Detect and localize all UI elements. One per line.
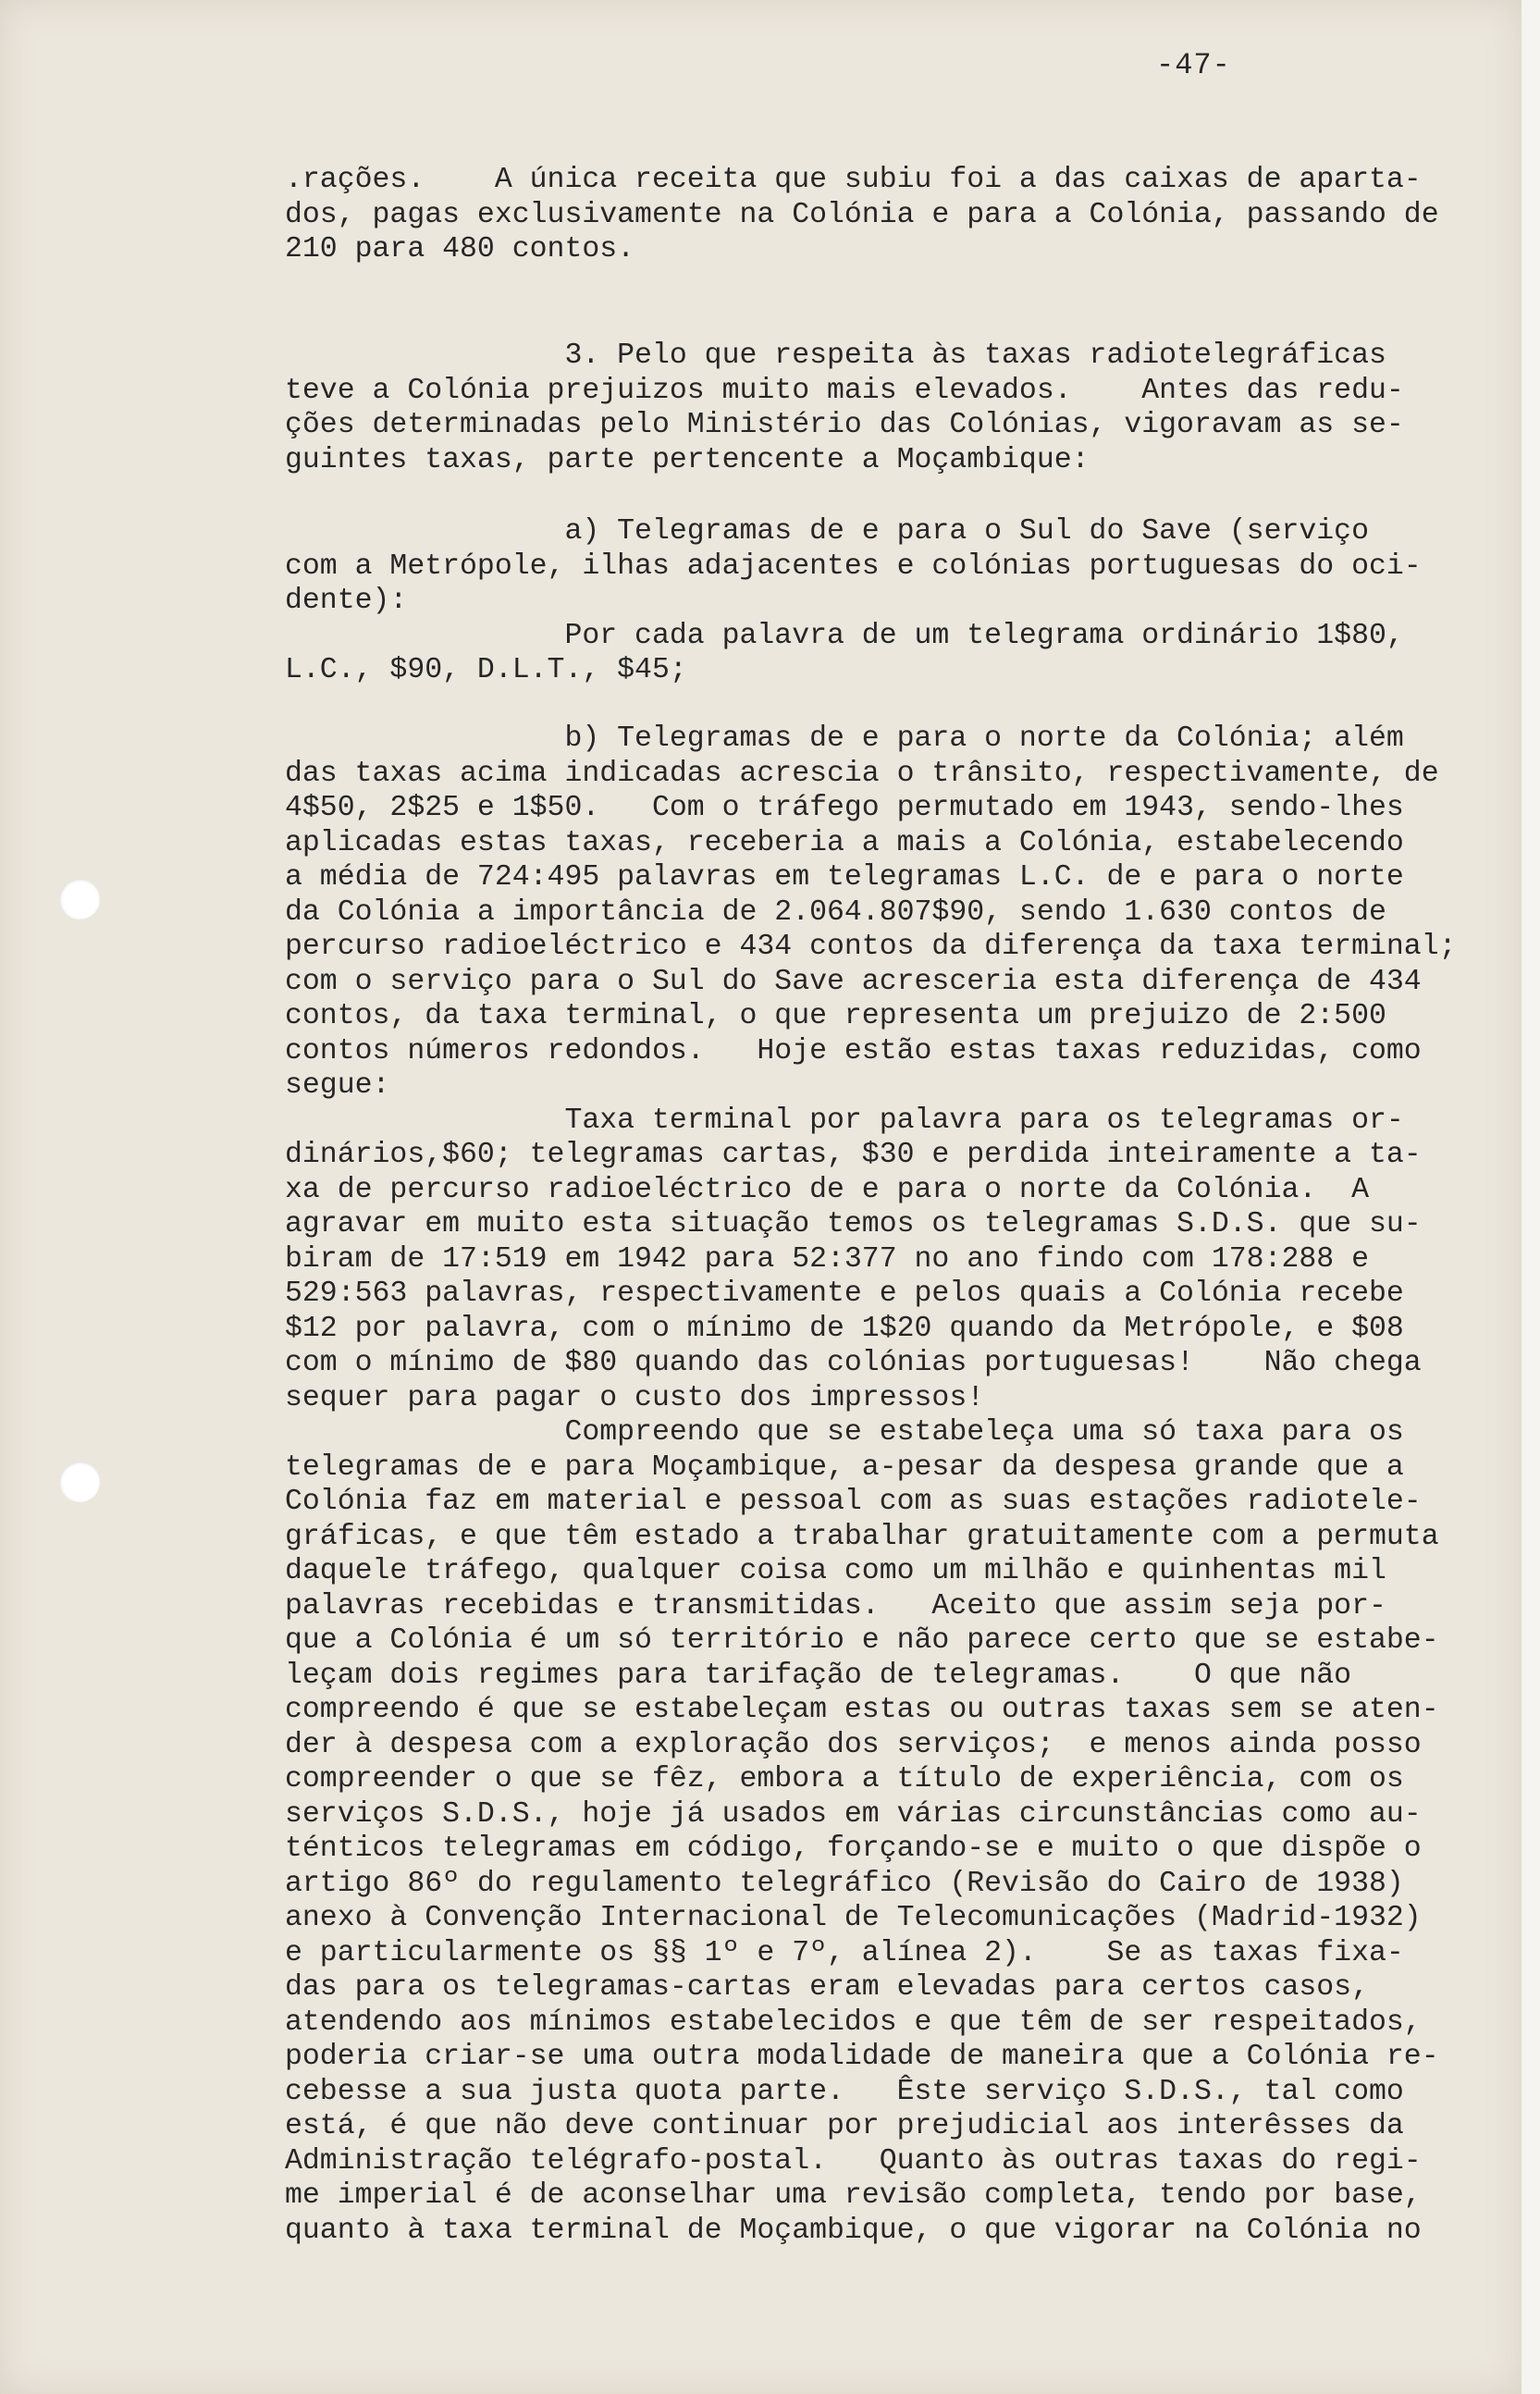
text-line: compreender o que se fêz, embora a título de experiência, com os [285,1763,1404,1796]
text-line: xa de percurso radioeléctrico de e para o norte da Colónia. A [285,1173,1369,1206]
text-line: das taxas acima indicadas acrescia o trânsito, respectivamente, de [285,757,1439,790]
text-line: 4$50, 2$25 e 1$50. Com o tráfego permutado em 1943, sendo-lhes [285,792,1404,824]
text-line: 529:563 palavras, respectivamente e pelos quais a Colónia recebe [285,1277,1404,1310]
text-line: dinários,$60; telegramas cartas, $30 e perdida inteiramente a ta- [285,1139,1422,1171]
text-line: Por cada palavra de um telegrama ordinário 1$80, [285,619,1404,652]
text-line: daquele tráfego, qualquer coisa como um milhão e quinhentas mil [285,1555,1386,1587]
text-line: aplicadas estas taxas, receberia a mais a Colónia, estabelecendo [285,826,1404,859]
text-line: leçam dois regimes para tarifação de telegramas. O que não [285,1659,1352,1692]
text-line: ténticos telegramas em código, forçando-se e muito o que dispõe o [285,1833,1422,1865]
text-line: ções determinadas pelo Ministério das Colónias, vigoravam as se- [285,409,1404,441]
text-line: $12 por palavra, com o mínimo de 1$20 quando da Metrópole, e $08 [285,1312,1404,1345]
text-line: agravar em muito esta situação temos os telegramas S.D.S. que su- [285,1208,1422,1240]
text-line: Colónia faz em material e pessoal com as suas estações radiotele- [285,1486,1422,1518]
text-line: compreendo é que se estabeleçam estas ou outras taxas sem se aten- [285,1694,1439,1726]
text-line: a) Telegramas de e para o Sul do Save (serviço [285,515,1369,548]
text-line: me imperial é de aconselhar uma revisão completa, tendo por base, [285,2179,1422,2212]
text-line: 3. Pelo que respeita às taxas radiotelegráficas [285,339,1386,372]
text-line: com o serviço para o Sul do Save acresceria esta diferença de 434 [285,965,1422,998]
text-line: da Colónia a importância de 2.064.807$90, sendo 1.630 contos de [285,895,1386,929]
text-line: teve a Colónia prejuizos muito mais elevados. Antes das redu- [285,374,1404,407]
paragraph-caixas-apartados [285,163,1506,267]
text-line: Administração telégrafo-postal. Quanto às outras taxas do regi- [285,2144,1422,2178]
text-line: .rações. A única receita que subiu foi a das caixas de aparta- [285,164,1422,196]
text-line: poderia criar-se uma outra modalidade de maneira que a Colónia re- [285,2041,1439,2073]
page-number: -47- [1156,48,1231,82]
text-line: cebesse a sua justa quota parte. Êste serviço S.D.S., tal como [285,2075,1404,2108]
text-line: b) Telegramas de e para o norte da Colónia; além [285,722,1404,755]
text-line: serviços S.D.S., hoje já usados em várias circunstâncias como au- [285,1797,1422,1831]
paragraph-taxas-radiotelegraficas [285,339,1506,477]
text-line: das para os telegramas-cartas eram elevadas para certos casos, [285,1971,1369,2004]
text-line: L.C., $90, D.L.T., $45; [285,654,687,686]
paragraph-telegramas-sul-save [285,514,1506,688]
text-line: Taxa terminal por palavra para os telegramas or- [285,1104,1404,1137]
text-line: telegramas de e para Moçambique, a-pesar da despesa grande que a [285,1450,1404,1484]
text-line: a média de 724:495 palavras em telegramas L.C. de e para o norte [285,861,1404,894]
text-line: palavras recebidas e transmitidas. Aceito que assim seja por- [285,1589,1386,1623]
text-line: com o mínimo de $80 quando das colónias portuguesas! Não chega [285,1347,1422,1379]
scan-edge [1522,0,1540,2394]
punch-hole-lower [59,1462,100,1502]
text-line: contos números redondos. Hoje estão estas taxas reduzidas, como [285,1034,1422,1067]
text-line: percurso radioeléctrico e 434 contos da diferença da taxa terminal; [285,931,1457,963]
text-line: dos, pagas exclusivamente na Colónia e para a Colónia, passando de [285,198,1439,231]
text-line: anexo à Convenção Internacional de Telecomunicações (Madrid-1932) [285,1902,1422,1934]
text-line: sequer para pagar o custo dos impressos! [285,1381,985,1414]
text-line: artigo 86º do regulamento telegráfico (Revisão do Cairo de 1938) [285,1867,1404,1900]
punch-hole-upper [59,879,100,919]
text-line: gráficas, e que têm estado a trabalhar gratuitamente com a permuta [285,1520,1439,1553]
text-line: e particularmente os §§ 1º e 7º, alínea 2). Se as taxas fixa- [285,1936,1404,1969]
text-line: Compreendo que se estabeleça uma só taxa para os [285,1416,1404,1449]
text-line: quanto à taxa terminal de Moçambique, o que vigorar na Colónia no [285,2214,1422,2247]
text-line: que a Colónia é um só território e não parece certo que se estabe- [285,1624,1439,1657]
text-line: atendendo aos mínimos estabelecidos e que têm de ser respeitados, [285,2005,1422,2039]
text-line: guintes taxas, parte pertencente a Moçambique: [285,443,1090,476]
text-line: segue: [285,1069,390,1102]
text-line: com a Metrópole, ilhas adajacentes e colónias portuguesas do oci- [285,549,1422,583]
text-line: biram de 17:519 em 1942 para 52:377 no ano findo com 178:288 e [285,1242,1369,1276]
text-line: dente): [285,585,408,617]
text-line: contos, da taxa terminal, o que representa um prejuizo de 2:500 [285,1000,1386,1032]
text-line: 210 para 480 contos. [285,233,635,265]
paragraph-telegramas-norte [285,722,1506,2248]
text-line: está, é que não deve continuar por prejudicial aos interêsses da [285,2110,1404,2142]
text-line: der à despesa com a exploração dos serviços; e menos ainda posso [285,1728,1422,1761]
